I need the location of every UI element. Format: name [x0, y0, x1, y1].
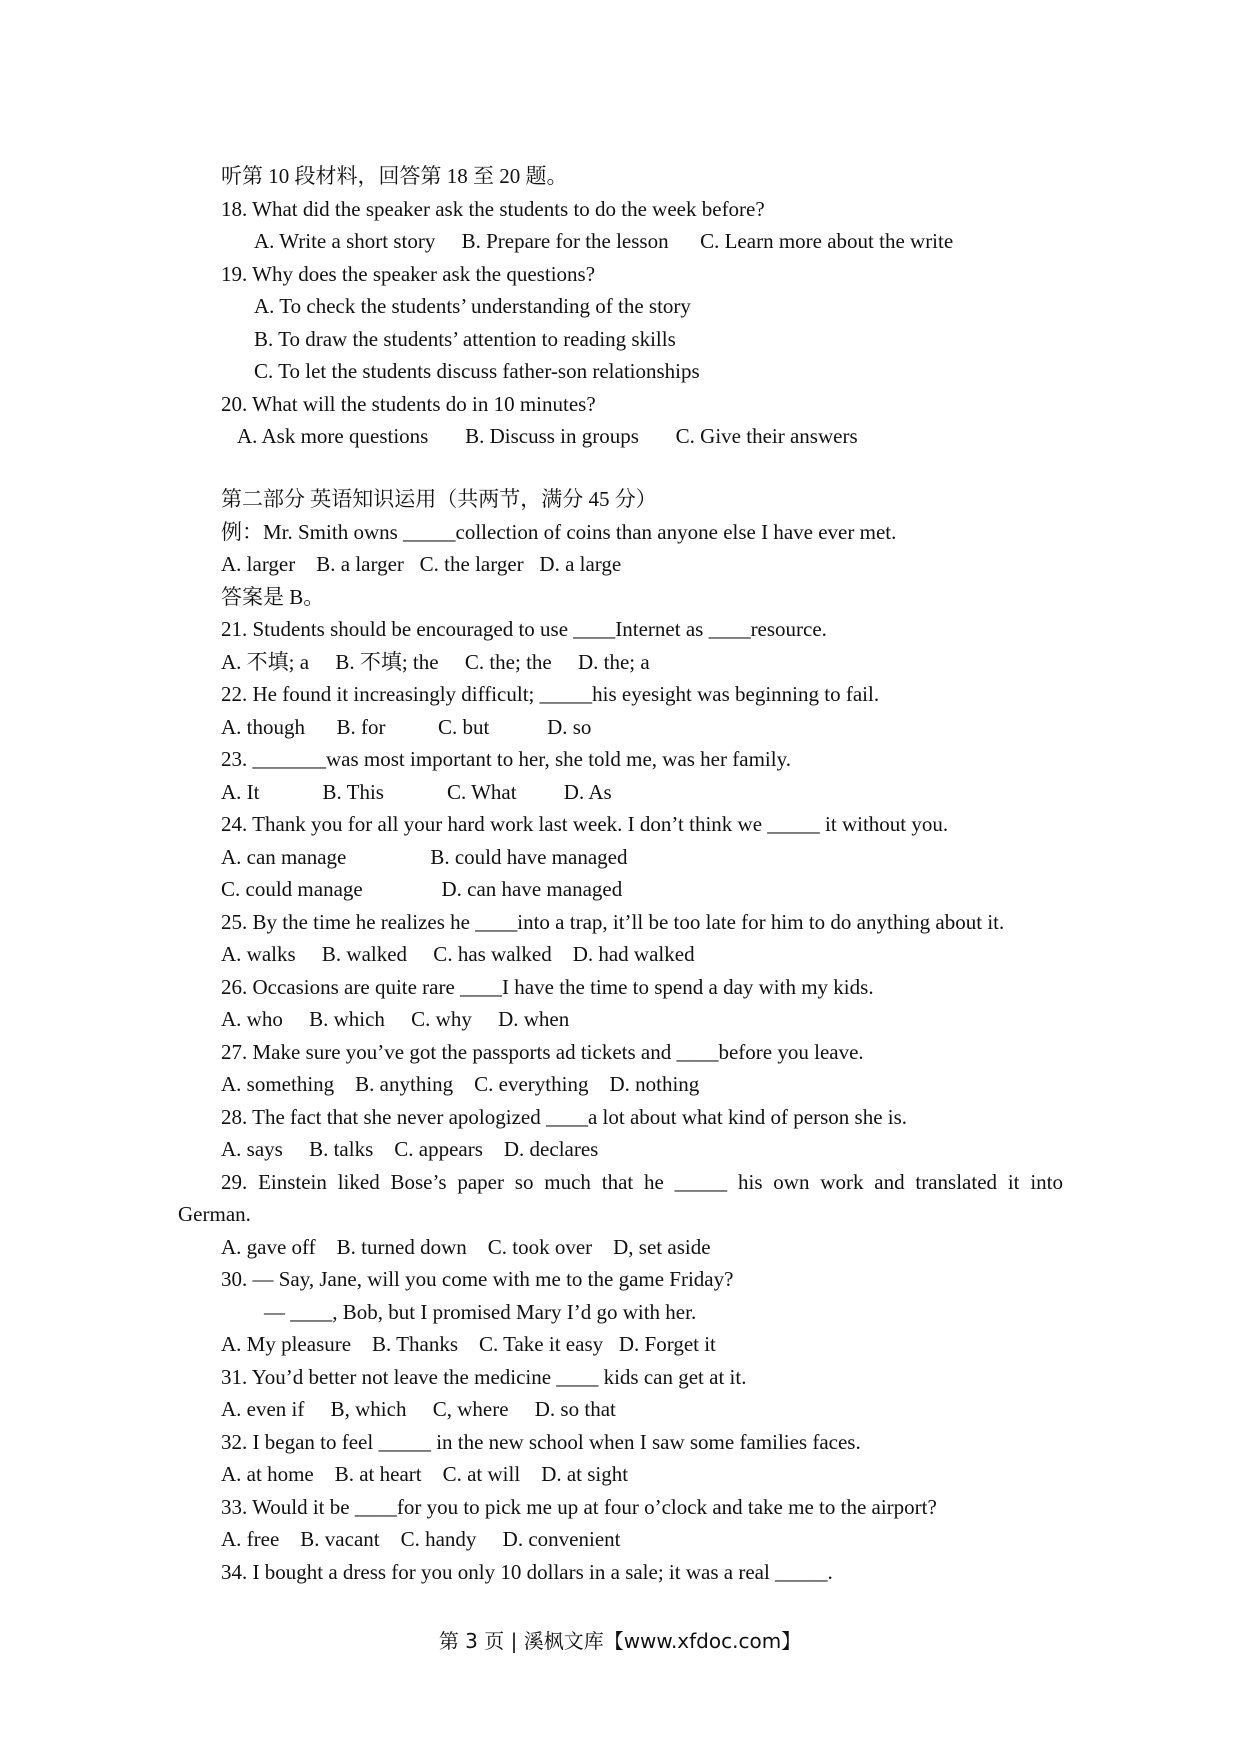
question-28: 28. The fact that she never apologized ____a lot about what kind of person she is. — [221, 1105, 908, 1129]
question-18: 18. What did the speaker ask the students to do the week before? — [221, 197, 765, 221]
question-34: 34. I bought a dress for you only 10 dollars in a sale; it was a real _____. — [221, 1560, 833, 1584]
question-26: 26. Occasions are quite rare ____I have the time to spend a day with my kids. — [221, 975, 874, 999]
example-question: 例：Mr. Smith owns _____collection of coins than anyone else I have ever met. — [221, 520, 897, 544]
options-33: A. free B. vacant C. handy D. convenient — [221, 1527, 621, 1551]
option-19-c: C. To let the students discuss father-son relationships — [254, 359, 700, 383]
question-30: 30. — Say, Jane, will you come with me to the game Friday? — [221, 1267, 734, 1291]
options-18: A. Write a short story B. Prepare for the lesson C. Learn more about the write — [254, 229, 954, 253]
question-32: 32. I began to feel _____ in the new school when I saw some families faces. — [221, 1430, 861, 1454]
options-31: A. even if B, which C, where D. so that — [221, 1397, 616, 1421]
question-27: 27. Make sure you’ve got the passports ad tickets and ____before you leave. — [221, 1040, 864, 1064]
options-29: A. gave off B. turned down C. took over D, set aside — [221, 1235, 711, 1259]
question-29-continuation: German. — [178, 1202, 251, 1226]
options-32: A. at home B. at heart C. at will D. at sight — [221, 1462, 629, 1486]
question-21: 21. Students should be encouraged to use ____Internet as ____resource. — [221, 617, 827, 641]
page-footer: 第 3 页 | 溪枫文库【www.xfdoc.com】 — [438, 1629, 802, 1653]
options-23: A. It B. This C. What D. As — [221, 780, 612, 804]
question-22: 22. He found it increasingly difficult; _____his eyesight was beginning to fail. — [221, 682, 880, 706]
question-23: 23. _______was most important to her, she told me, was her family. — [221, 747, 791, 771]
question-25: 25. By the time he realizes he ____into a trap, it’ll be too late for him to do anything about it. — [221, 910, 1005, 934]
section-heading-part-two: 第二部分 英语知识运用（共两节，满分 45 分） — [221, 487, 657, 511]
option-19-b: B. To draw the students’ attention to reading skills — [254, 327, 676, 351]
options-22: A. though B. for C. but D. so — [221, 715, 592, 739]
options-27: A. something B. anything C. everything D. nothing — [221, 1072, 700, 1096]
example-options: A. larger B. a larger C. the larger D. a large — [221, 552, 622, 576]
options-20: A. Ask more questions B. Discuss in groups C. Give their answers — [237, 424, 858, 448]
options-26: A. who B. which C. why D. when — [221, 1007, 570, 1031]
question-20: 20. What will the students do in 10 minutes? — [221, 392, 596, 416]
question-29: 29. Einstein liked Bose’s paper so much that he _____ his own work and translated it into — [221, 1170, 1063, 1194]
question-30-reply: — ____, Bob, but I promised Mary I’d go with her. — [264, 1300, 697, 1324]
question-33: 33. Would it be ____for you to pick me up at four o’clock and take me to the airport? — [221, 1495, 937, 1519]
options-25: A. walks B. walked C. has walked D. had walked — [221, 942, 695, 966]
question-31: 31. You’d better not leave the medicine ____ kids can get at it. — [221, 1365, 747, 1389]
options-28: A. says B. talks C. appears D. declares — [221, 1137, 599, 1161]
options-24-cd: C. could manage D. can have managed — [221, 877, 623, 901]
question-24: 24. Thank you for all your hard work last week. I don’t think we _____ it without you. — [221, 812, 949, 836]
question-19: 19. Why does the speaker ask the questions? — [221, 262, 596, 286]
example-answer: 答案是 B。 — [221, 585, 325, 609]
options-24-ab: A. can manage B. could have managed — [221, 845, 628, 869]
option-19-a: A. To check the students’ understanding of the story — [254, 294, 691, 318]
options-30: A. My pleasure B. Thanks C. Take it easy D. Forget it — [221, 1332, 716, 1356]
options-21: A. 不填; a B. 不填; the C. the; the D. the; a — [221, 650, 650, 674]
section-heading-listening: 听第 10 段材料，回答第 18 至 20 题。 — [221, 164, 568, 188]
